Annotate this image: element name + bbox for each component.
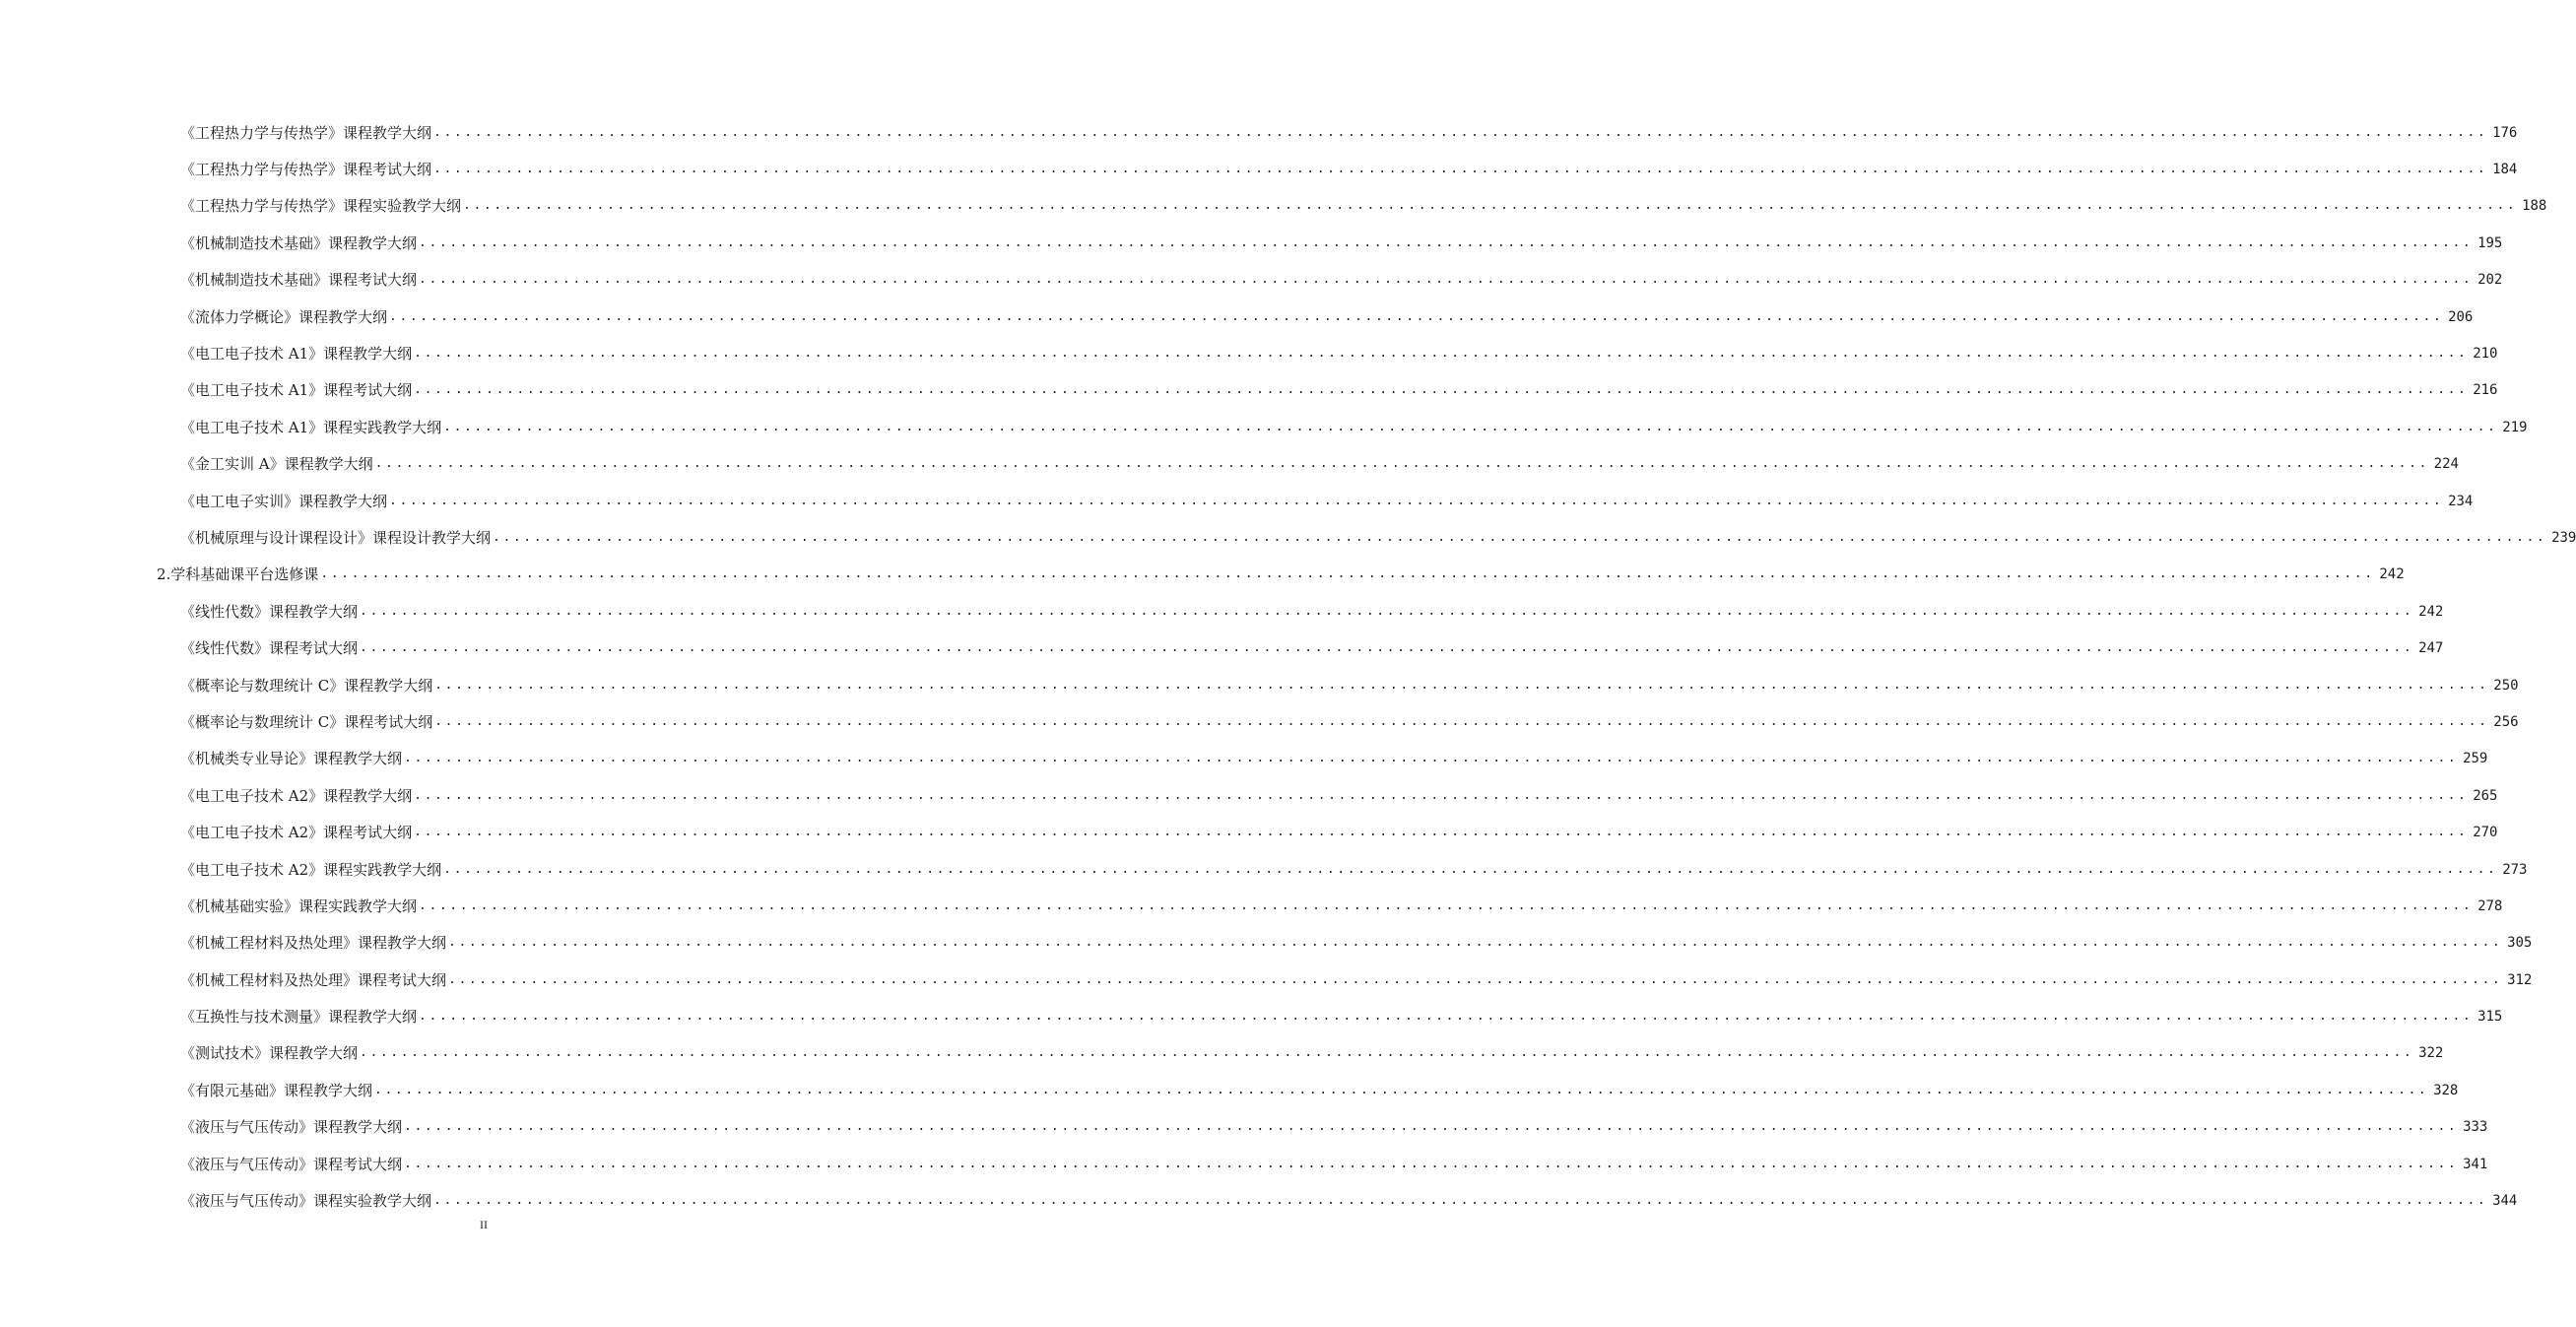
toc-entry-title: 《互换性与技术测量》课程教学大纲	[180, 1008, 418, 1027]
toc-entry[interactable]	[0, 225, 2503, 261]
toc-entry[interactable]	[0, 114, 2518, 151]
toc-dot-leader: ........................................................................................................................................................................................................	[434, 713, 2489, 729]
toc-entry-page: 176	[2492, 124, 2518, 141]
toc-entry-page: 312	[2507, 971, 2533, 988]
toc-entry-page: 206	[2448, 308, 2474, 325]
toc-entry-page: 250	[2493, 677, 2519, 694]
toc-entry-title: 《机械制造技术基础》课程考试大纲	[180, 271, 418, 290]
toc-dot-leader: ........................................................................................................................................................................................................	[433, 124, 2488, 140]
page-number: II	[480, 1218, 488, 1231]
toc-entry[interactable]	[0, 1072, 2459, 1108]
toc-entry[interactable]	[0, 188, 2547, 225]
toc-entry-title: 《有限元基础》课程教学大纲	[180, 1081, 373, 1099]
toc-entry-title: 《机械基础实验》课程实践教学大纲	[180, 896, 418, 915]
toc-dot-leader: ........................................................................................................................................................................................................	[448, 935, 2503, 951]
toc-entry-page: 305	[2507, 935, 2533, 952]
toc-entry-title: 《液压与气压传动》课程考试大纲	[180, 1155, 403, 1173]
toc-entry-page: 278	[2477, 897, 2503, 914]
toc-dot-leader: ........................................................................................................................................................................................................	[443, 419, 2498, 434]
toc-entry[interactable]	[0, 998, 2503, 1034]
toc-dot-leader: ........................................................................................................................................................................................................	[414, 346, 2469, 362]
toc-entry-title: 《机械工程材料及热处理》课程考试大纲	[180, 970, 447, 989]
toc-entry-title: 《测试技术》课程教学大纲	[180, 1044, 359, 1063]
toc-entry[interactable]	[0, 483, 2474, 519]
toc-entry-title: 《工程热力学与传热学》课程教学大纲	[180, 123, 432, 142]
toc-entry-title: 《电工电子技术 A1》课程考试大纲	[180, 381, 413, 400]
toc-entry-page: 239	[2551, 529, 2576, 546]
toc-entry[interactable]	[0, 741, 2488, 777]
toc-dot-leader: ........................................................................................................................................................................................................	[404, 751, 2459, 766]
toc-entry-title: 《工程热力学与传热学》课程考试大纲	[180, 161, 432, 179]
toc-dot-leader: ........................................................................................................................................................................................................	[414, 825, 2469, 840]
toc-dot-leader: ........................................................................................................................................................................................................	[404, 1119, 2459, 1135]
toc-entry-title: 《机械制造技术基础》课程教学大纲	[180, 233, 418, 252]
toc-entry-title: 《机械工程材料及热处理》课程教学大纲	[180, 934, 447, 953]
toc-dot-leader: ........................................................................................................................................................................................................	[433, 162, 2488, 177]
toc-entry-page: 188	[2522, 198, 2547, 215]
toc-entry-page: 256	[2493, 713, 2519, 730]
toc-entry[interactable]	[0, 962, 2533, 998]
toc-entry-title: 《工程热力学与传热学》课程实验教学大纲	[180, 197, 462, 216]
toc-entry-page: 333	[2463, 1119, 2488, 1136]
toc-dot-leader: ........................................................................................................................................................................................................	[434, 677, 2489, 693]
table-of-contents	[0, 114, 2576, 1220]
toc-dot-leader: ........................................................................................................................................................................................................	[389, 493, 2444, 508]
toc-entry[interactable]	[0, 925, 2533, 962]
toc-entry[interactable]	[0, 593, 2444, 630]
toc-entry-page: 224	[2433, 456, 2459, 473]
toc-dot-leader: ........................................................................................................................................................................................................	[414, 382, 2469, 398]
toc-entry-page: 259	[2463, 751, 2488, 767]
toc-entry-page: 195	[2477, 234, 2503, 251]
toc-entry[interactable]	[0, 299, 2474, 335]
toc-dot-leader: ........................................................................................................................................................................................................	[404, 1156, 2459, 1171]
toc-dot-leader: ........................................................................................................................................................................................................	[419, 897, 2474, 913]
toc-entry[interactable]	[0, 372, 2498, 409]
toc-entry-title: 《电工电子技术 A2》课程实践教学大纲	[180, 860, 442, 879]
toc-entry-title: 《电工电子技术 A1》课程教学大纲	[180, 345, 413, 364]
toc-dot-leader: ........................................................................................................................................................................................................	[448, 971, 2503, 987]
toc-dot-leader: ........................................................................................................................................................................................................	[493, 529, 2547, 545]
toc-entry-page: 242	[2418, 603, 2444, 620]
toc-entry-title: 《概率论与数理统计 C》课程考试大纲	[180, 712, 433, 731]
toc-entry[interactable]	[0, 851, 2528, 888]
toc-dot-leader: ........................................................................................................................................................................................................	[443, 861, 2498, 877]
toc-entry[interactable]	[0, 667, 2519, 703]
toc-entry[interactable]	[0, 888, 2503, 924]
toc-entry-title: 《机械类专业导论》课程教学大纲	[180, 750, 403, 768]
toc-entry[interactable]	[0, 446, 2459, 483]
toc-dot-leader: ........................................................................................................................................................................................................	[463, 198, 2518, 214]
toc-entry-page: 242	[2379, 566, 2405, 583]
toc-dot-leader: ........................................................................................................................................................................................................	[433, 1193, 2488, 1209]
toc-entry-title: 《线性代数》课程教学大纲	[180, 602, 359, 621]
toc-entry[interactable]	[0, 630, 2444, 666]
toc-entry-page: 247	[2418, 640, 2444, 657]
toc-entry-page: 344	[2492, 1193, 2518, 1210]
toc-entry-title: 《液压与气压传动》课程教学大纲	[180, 1118, 403, 1137]
toc-entry-title: 《液压与气压传动》课程实验教学大纲	[180, 1192, 432, 1211]
toc-entry[interactable]	[0, 409, 2528, 445]
toc-entry-page: 219	[2502, 419, 2528, 435]
toc-entry-title: 《流体力学概论》课程教学大纲	[180, 307, 388, 326]
toc-entry-page: 216	[2473, 382, 2498, 399]
toc-entry-title: 《电工电子实训》课程教学大纲	[180, 492, 388, 510]
toc-entry[interactable]	[0, 777, 2498, 814]
toc-entry-title: 《电工电子技术 A1》课程实践教学大纲	[180, 418, 442, 436]
toc-dot-leader: ........................................................................................................................................................................................................	[360, 640, 2414, 656]
toc-entry-page: 184	[2492, 162, 2518, 178]
toc-dot-leader: ........................................................................................................................................................................................................	[419, 1009, 2474, 1025]
toc-entry-title: 《电工电子技术 A2》课程教学大纲	[180, 786, 413, 805]
toc-entry[interactable]	[0, 557, 2405, 593]
toc-entry-page: 322	[2418, 1045, 2444, 1062]
toc-dot-leader: ........................................................................................................................................................................................................	[374, 456, 2429, 472]
toc-entry[interactable]	[0, 1182, 2518, 1219]
toc-entry[interactable]	[0, 1109, 2488, 1146]
toc-entry-title: 《机械原理与设计课程设计》课程设计教学大纲	[180, 528, 492, 547]
toc-entry[interactable]	[0, 262, 2503, 299]
toc-entry-title: 《电工电子技术 A2》课程考试大纲	[180, 824, 413, 842]
toc-entry-page: 265	[2473, 787, 2498, 804]
toc-entry-page: 328	[2433, 1082, 2459, 1098]
toc-entry[interactable]	[0, 335, 2498, 371]
toc-entry[interactable]	[0, 703, 2519, 740]
toc-dot-leader: ........................................................................................................................................................................................................	[414, 787, 2469, 803]
toc-dot-leader: ........................................................................................................................................................................................................	[320, 566, 2375, 582]
toc-entry-page: 202	[2477, 272, 2503, 289]
toc-entry-page: 341	[2463, 1156, 2488, 1172]
toc-entry-page: 273	[2502, 861, 2528, 878]
toc-dot-leader: ........................................................................................................................................................................................................	[419, 234, 2474, 250]
toc-entry-title: 《概率论与数理统计 C》课程教学大纲	[180, 676, 433, 695]
toc-entry-page: 210	[2473, 346, 2498, 363]
toc-entry[interactable]	[0, 1035, 2444, 1072]
toc-entry-title: 2.学科基础课平台选修课	[157, 565, 319, 584]
toc-dot-leader: ........................................................................................................................................................................................................	[389, 308, 2444, 324]
toc-dot-leader: ........................................................................................................................................................................................................	[374, 1082, 2429, 1097]
toc-entry-page: 270	[2473, 825, 2498, 841]
toc-entry[interactable]	[0, 519, 2576, 556]
toc-entry[interactable]	[0, 151, 2518, 187]
toc-entry-page: 315	[2477, 1009, 2503, 1026]
toc-entry-page: 234	[2448, 493, 2474, 509]
toc-entry[interactable]	[0, 814, 2498, 850]
toc-dot-leader: ........................................................................................................................................................................................................	[419, 272, 2474, 288]
toc-entry-title: 《金工实训 A》课程教学大纲	[180, 455, 373, 474]
toc-entry[interactable]	[0, 1146, 2488, 1182]
toc-dot-leader: ........................................................................................................................................................................................................	[360, 1045, 2414, 1061]
toc-entry-title: 《线性代数》课程考试大纲	[180, 639, 359, 658]
toc-dot-leader: ........................................................................................................................................................................................................	[360, 603, 2414, 619]
